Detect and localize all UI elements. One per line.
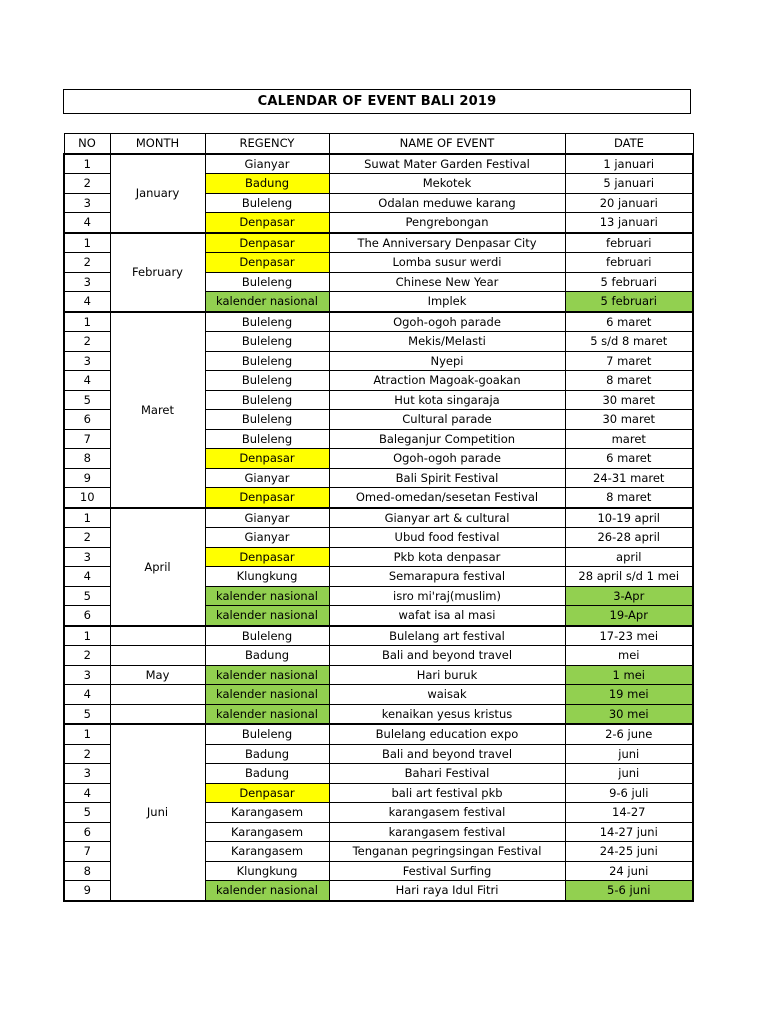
cell-no: 7 [64, 842, 110, 862]
header-no: NO [64, 134, 110, 154]
cell-regency: Buleleng [205, 312, 329, 332]
cell-no: 3 [64, 351, 110, 371]
cell-no: 4 [64, 292, 110, 312]
cell-event: Atraction Magoak-goakan [329, 371, 565, 391]
cell-regency: Buleleng [205, 351, 329, 371]
cell-event: Chinese New Year [329, 272, 565, 292]
cell-date: februari [565, 233, 693, 253]
cell-event: Mekotek [329, 174, 565, 194]
cell-date: 14-27 [565, 803, 693, 823]
cell-month [110, 704, 205, 724]
cell-no: 8 [64, 449, 110, 469]
cell-no: 3 [64, 193, 110, 213]
table-row [64, 154, 693, 174]
table-row [64, 312, 693, 332]
table-row [64, 724, 693, 744]
cell-date: 17-23 mei [565, 626, 693, 646]
cell-regency: Gianyar [205, 154, 329, 174]
cell-date: 5 januari [565, 174, 693, 194]
document-title: CALENDAR OF EVENT BALI 2019 [63, 89, 691, 114]
cell-regency: Karangasem [205, 822, 329, 842]
cell-month: May [110, 665, 205, 685]
cell-date: 5 februari [565, 272, 693, 292]
cell-no: 1 [64, 508, 110, 528]
cell-regency: Denpasar [205, 449, 329, 469]
cell-date: 10-19 april [565, 508, 693, 528]
cell-no: 9 [64, 881, 110, 901]
cell-event: Bali and beyond travel [329, 744, 565, 764]
cell-date: 5 s/d 8 maret [565, 332, 693, 352]
cell-regency: Denpasar [205, 213, 329, 233]
table-row [64, 646, 693, 666]
cell-regency: kalender nasional [205, 606, 329, 626]
cell-regency: Gianyar [205, 508, 329, 528]
cell-date: 30 maret [565, 410, 693, 430]
cell-no: 4 [64, 567, 110, 587]
cell-regency: kalender nasional [205, 704, 329, 724]
cell-date: 1 mei [565, 665, 693, 685]
table-row [64, 704, 693, 724]
cell-regency: kalender nasional [205, 881, 329, 901]
cell-no: 6 [64, 822, 110, 842]
cell-event: Bahari Festival [329, 764, 565, 784]
cell-date: 24-31 maret [565, 468, 693, 488]
cell-event: bali art festival pkb [329, 783, 565, 803]
cell-month: January [110, 154, 205, 233]
cell-event: Omed-omedan/sesetan Festival [329, 488, 565, 508]
cell-no: 4 [64, 685, 110, 705]
cell-date: 30 mei [565, 704, 693, 724]
header-row [64, 134, 693, 154]
cell-regency: Badung [205, 744, 329, 764]
cell-date: 1 januari [565, 154, 693, 174]
cell-no: 10 [64, 488, 110, 508]
cell-regency: Klungkung [205, 861, 329, 881]
cell-no: 4 [64, 213, 110, 233]
cell-no: 2 [64, 253, 110, 273]
cell-no: 5 [64, 586, 110, 606]
cell-no: 9 [64, 468, 110, 488]
cell-date: 8 maret [565, 371, 693, 391]
cell-regency: Buleleng [205, 332, 329, 352]
cell-month [110, 646, 205, 666]
cell-event: Ogoh-ogoh parade [329, 449, 565, 469]
cell-event: Gianyar art & cultural [329, 508, 565, 528]
cell-regency: Badung [205, 646, 329, 666]
cell-date: 8 maret [565, 488, 693, 508]
cell-no: 1 [64, 154, 110, 174]
cell-date: 20 januari [565, 193, 693, 213]
cell-date: 2-6 june [565, 724, 693, 744]
cell-event: karangasem festival [329, 822, 565, 842]
header-month: MONTH [110, 134, 205, 154]
cell-event: Implek [329, 292, 565, 312]
cell-month: April [110, 508, 205, 626]
cell-regency: Karangasem [205, 842, 329, 862]
cell-event: Tenganan pegringsingan Festival [329, 842, 565, 862]
table-row [64, 685, 693, 705]
cell-regency: kalender nasional [205, 665, 329, 685]
cell-date: juni [565, 764, 693, 784]
cell-regency: kalender nasional [205, 685, 329, 705]
cell-month: Juni [110, 724, 205, 901]
cell-date: 26-28 april [565, 528, 693, 548]
cell-date: 5 februari [565, 292, 693, 312]
cell-no: 4 [64, 371, 110, 391]
cell-regency: Denpasar [205, 488, 329, 508]
cell-no: 7 [64, 429, 110, 449]
cell-no: 3 [64, 272, 110, 292]
cell-event: isro mi'raj(muslim) [329, 586, 565, 606]
cell-event: The Anniversary Denpasar City [329, 233, 565, 253]
cell-no: 1 [64, 233, 110, 253]
cell-no: 3 [64, 764, 110, 784]
cell-event: kenaikan yesus kristus [329, 704, 565, 724]
cell-date: 28 april s/d 1 mei [565, 567, 693, 587]
cell-regency: Badung [205, 174, 329, 194]
cell-date: 9-6 juli [565, 783, 693, 803]
cell-event: Hut kota singaraja [329, 390, 565, 410]
cell-no: 2 [64, 646, 110, 666]
cell-no: 1 [64, 626, 110, 646]
cell-no: 2 [64, 744, 110, 764]
cell-regency: Buleleng [205, 429, 329, 449]
cell-no: 3 [64, 547, 110, 567]
cell-regency: Badung [205, 764, 329, 784]
cell-no: 8 [64, 861, 110, 881]
table-row [64, 626, 693, 646]
cell-event: Bulelang art festival [329, 626, 565, 646]
cell-date: maret [565, 429, 693, 449]
cell-event: Pkb kota denpasar [329, 547, 565, 567]
cell-date: 19 mei [565, 685, 693, 705]
cell-event: Lomba susur werdi [329, 253, 565, 273]
cell-event: Nyepi [329, 351, 565, 371]
cell-regency: Buleleng [205, 272, 329, 292]
table-row [64, 508, 693, 528]
cell-event: Bali Spirit Festival [329, 468, 565, 488]
cell-date: mei [565, 646, 693, 666]
cell-event: Bali and beyond travel [329, 646, 565, 666]
cell-date: februari [565, 253, 693, 273]
cell-date: juni [565, 744, 693, 764]
cell-event: Mekis/Melasti [329, 332, 565, 352]
cell-event: Ubud food festival [329, 528, 565, 548]
cell-regency: kalender nasional [205, 292, 329, 312]
cell-regency: Denpasar [205, 253, 329, 273]
cell-event: Hari raya Idul Fitri [329, 881, 565, 901]
cell-regency: Buleleng [205, 724, 329, 744]
header-event: NAME OF EVENT [329, 134, 565, 154]
cell-regency: Gianyar [205, 528, 329, 548]
events-table [63, 133, 694, 902]
table-row [64, 233, 693, 253]
cell-date: 3-Apr [565, 586, 693, 606]
cell-date: 24-25 juni [565, 842, 693, 862]
cell-date: 6 maret [565, 312, 693, 332]
cell-regency: Klungkung [205, 567, 329, 587]
header-date: DATE [565, 134, 693, 154]
cell-event: Semarapura festival [329, 567, 565, 587]
cell-date: 14-27 juni [565, 822, 693, 842]
cell-date: 6 maret [565, 449, 693, 469]
cell-event: waisak [329, 685, 565, 705]
cell-no: 1 [64, 312, 110, 332]
cell-month: February [110, 233, 205, 312]
cell-no: 4 [64, 783, 110, 803]
cell-date: 5-6 juni [565, 881, 693, 901]
cell-event: wafat isa al masi [329, 606, 565, 626]
cell-no: 2 [64, 528, 110, 548]
cell-event: karangasem festival [329, 803, 565, 823]
cell-no: 1 [64, 724, 110, 744]
cell-event: Hari buruk [329, 665, 565, 685]
header-regency: REGENCY [205, 134, 329, 154]
cell-event: Baleganjur Competition [329, 429, 565, 449]
table-row [64, 665, 693, 685]
cell-event: Ogoh-ogoh parade [329, 312, 565, 332]
cell-no: 2 [64, 174, 110, 194]
cell-month [110, 685, 205, 705]
events-body [64, 154, 693, 901]
cell-date: 24 juni [565, 861, 693, 881]
cell-event: Bulelang education expo [329, 724, 565, 744]
cell-event: Cultural parade [329, 410, 565, 430]
cell-event: Festival Surfing [329, 861, 565, 881]
cell-month [110, 626, 205, 646]
cell-regency: kalender nasional [205, 586, 329, 606]
cell-no: 6 [64, 410, 110, 430]
cell-regency: Buleleng [205, 626, 329, 646]
cell-event: Odalan meduwe karang [329, 193, 565, 213]
cell-event: Pengrebongan [329, 213, 565, 233]
cell-regency: Denpasar [205, 783, 329, 803]
cell-event: Suwat Mater Garden Festival [329, 154, 565, 174]
cell-date: 19-Apr [565, 606, 693, 626]
cell-no: 5 [64, 704, 110, 724]
cell-regency: Buleleng [205, 193, 329, 213]
cell-date: 30 maret [565, 390, 693, 410]
cell-no: 2 [64, 332, 110, 352]
cell-date: 7 maret [565, 351, 693, 371]
cell-regency: Denpasar [205, 547, 329, 567]
cell-regency: Buleleng [205, 371, 329, 391]
cell-date: april [565, 547, 693, 567]
cell-regency: Gianyar [205, 468, 329, 488]
cell-date: 13 januari [565, 213, 693, 233]
cell-no: 6 [64, 606, 110, 626]
cell-regency: Buleleng [205, 390, 329, 410]
cell-no: 3 [64, 665, 110, 685]
cell-no: 5 [64, 803, 110, 823]
cell-regency: Karangasem [205, 803, 329, 823]
cell-no: 5 [64, 390, 110, 410]
cell-regency: Denpasar [205, 233, 329, 253]
cell-regency: Buleleng [205, 410, 329, 430]
cell-month: Maret [110, 312, 205, 508]
